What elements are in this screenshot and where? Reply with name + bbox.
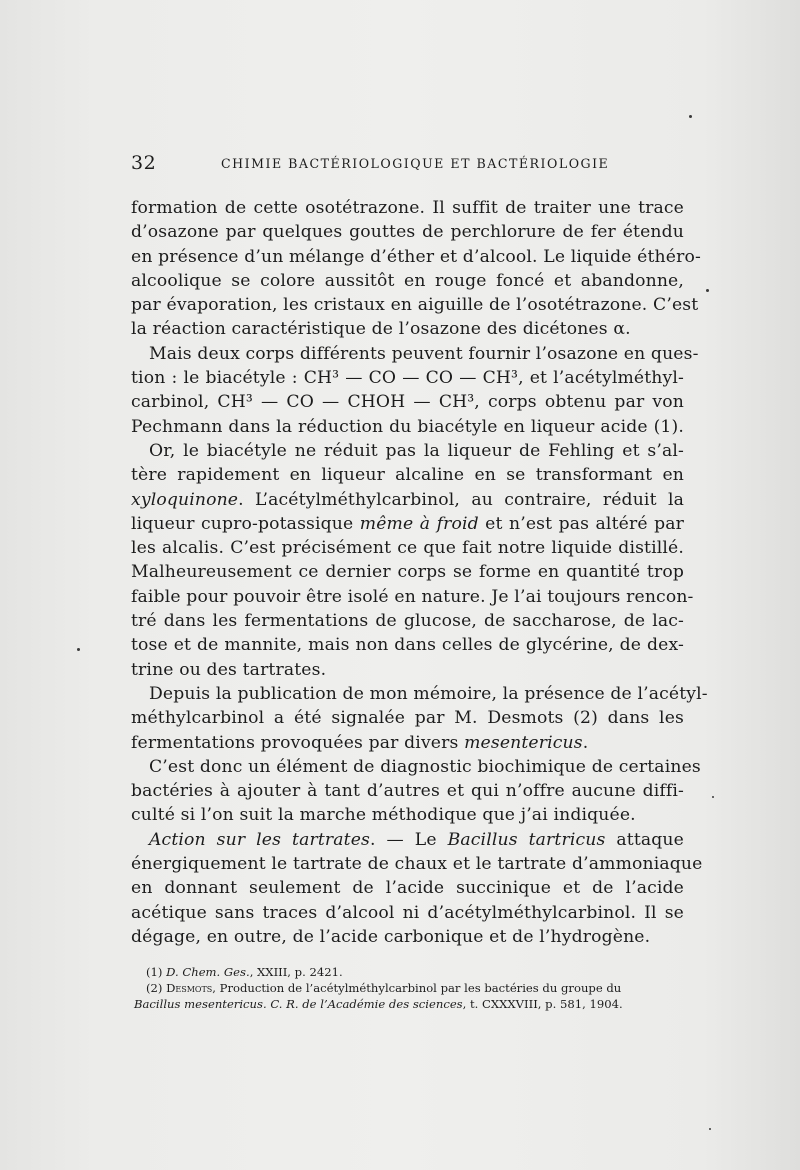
text-line [131, 828, 684, 852]
section-heading-italic: Action sur les tartrates [149, 829, 370, 850]
print-speck [706, 289, 709, 292]
italic-term: même à froid [359, 513, 479, 534]
text-line: acétique sans traces d’alcool ni d’acétylméthylcarbinol. Il se [131, 902, 684, 923]
line-fragment: et n’est pas altéré par [478, 513, 684, 534]
text-line: faible pour pouvoir être isolé en nature. Je l’ai toujours rencon- [131, 586, 694, 607]
line-fragment: attaque [605, 829, 684, 850]
text-line [131, 512, 684, 536]
text-line: culté si l’on suit la marche méthodique que j’ai indiquée. [131, 805, 636, 826]
text-line: la réaction caractéristique de l’osazone des dicétones α. [131, 319, 631, 340]
text-line: carbinol, CH³ — CO — CHOH — CH³, corps obtenu par von [131, 392, 684, 413]
text-line: alcoolique se colore aussitôt en rouge foncé et abandonne, [131, 270, 684, 291]
line-fragment: . — Le [370, 829, 448, 850]
line-fragment: . L’acétylméthylcarbinol, au contraire, réduit la [238, 489, 684, 510]
footnote-source: Bacillus mesentericus. C. R. de l’Académie des sciences [134, 996, 463, 1011]
line-fragment: liqueur cupro-potassique [131, 513, 360, 534]
text-line: en donnant seulement de l’acide succinique et de l’acide [131, 878, 684, 899]
text-line: tion : le biacétyle : CH³ — CO — CO — CH³, et l’acétylméthyl- [131, 368, 684, 389]
text-line: C’est donc un élément de diagnostic biochimique de certaines [149, 756, 701, 777]
text-line: Pechmann dans la réduction du biacétyle en liqueur acide (1). [131, 416, 684, 437]
text-line: d’osazone par quelques gouttes de perchlorure de fer étendu [131, 222, 684, 243]
italic-term: mesentericus [464, 732, 583, 753]
text-line: Depuis la publication de mon mémoire, la présence de l’acétyl- [149, 683, 708, 704]
footnote-source: D. Chem. Ges. [166, 965, 250, 979]
text-line: bactéries à ajouter à tant d’autres et qui n’offre aucune diffi- [131, 781, 684, 802]
text-line [131, 731, 684, 755]
footnote-text: , t. CXXXVIII, p. 581, 1904. [462, 996, 623, 1011]
footnote-marker: (1) [146, 965, 167, 979]
footnote-marker: (2) [146, 980, 167, 995]
text-line: méthylcarbinol a été signalée par M. Desmots (2) dans les [131, 708, 684, 729]
print-speck [712, 796, 714, 798]
footnote-1 [134, 965, 660, 981]
text-line: dégage, en outre, de l’acide carbonique et de l’hydrogène. [131, 926, 651, 947]
text-line: formation de cette osotétrazone. Il suffit de traiter une trace [131, 198, 684, 218]
print-speck [689, 115, 692, 118]
footnote-2 [134, 981, 660, 997]
footnote-text: , XXIII, p. 2421. [249, 965, 343, 979]
italic-term: xyloquinone [131, 489, 239, 510]
page-number: 32 [131, 152, 157, 174]
running-header [131, 152, 691, 176]
text-line: Or, le biacétyle ne réduit pas la liqueur de Fehling et s’al- [149, 440, 684, 461]
print-speck [77, 648, 80, 651]
footnote-2-continuation [134, 997, 660, 1013]
italic-term: Bacillus tartricus [447, 829, 606, 850]
text-line: énergiquement le tartrate de chaux et le tartrate d’ammoniaque [131, 854, 703, 875]
running-title: CHIMIE BACTÉRIOLOGIQUE ET BACTÉRIOLOGIE [221, 156, 610, 171]
footnote-author: Desmots [166, 980, 213, 995]
text-line [131, 488, 684, 512]
text-line: les alcalis. C’est précisément ce que fait notre liquide distillé. [131, 538, 684, 559]
text-line: par évaporation, les cristaux en aiguille de l’osotétrazone. C’est [131, 295, 699, 316]
text-line: tère rapidement en liqueur alcaline en se transformant en [131, 465, 684, 486]
text-line: trine ou des tartrates. [131, 659, 327, 680]
line-fragment: fermentations provoquées par divers [131, 732, 465, 753]
text-line: tose et de mannite, mais non dans celles de glycérine, de dex- [131, 635, 684, 656]
body-text [131, 196, 708, 949]
footnotes [134, 965, 660, 1012]
text-line: Malheureusement ce dernier corps se forme en quantité trop [131, 562, 684, 583]
text-line: Mais deux corps différents peuvent fournir l’osazone en ques- [149, 343, 699, 364]
footnote-text: , Production de l’acétylméthylcarbinol par les bactéries du groupe du [212, 980, 622, 995]
text-line: en présence d’un mélange d’éther et d’alcool. Le liquide éthéro- [131, 246, 701, 267]
line-fragment: . [582, 732, 589, 753]
text-line: tré dans les fermentations de glucose, de saccharose, de lac- [131, 611, 684, 632]
print-speck [709, 1128, 711, 1130]
